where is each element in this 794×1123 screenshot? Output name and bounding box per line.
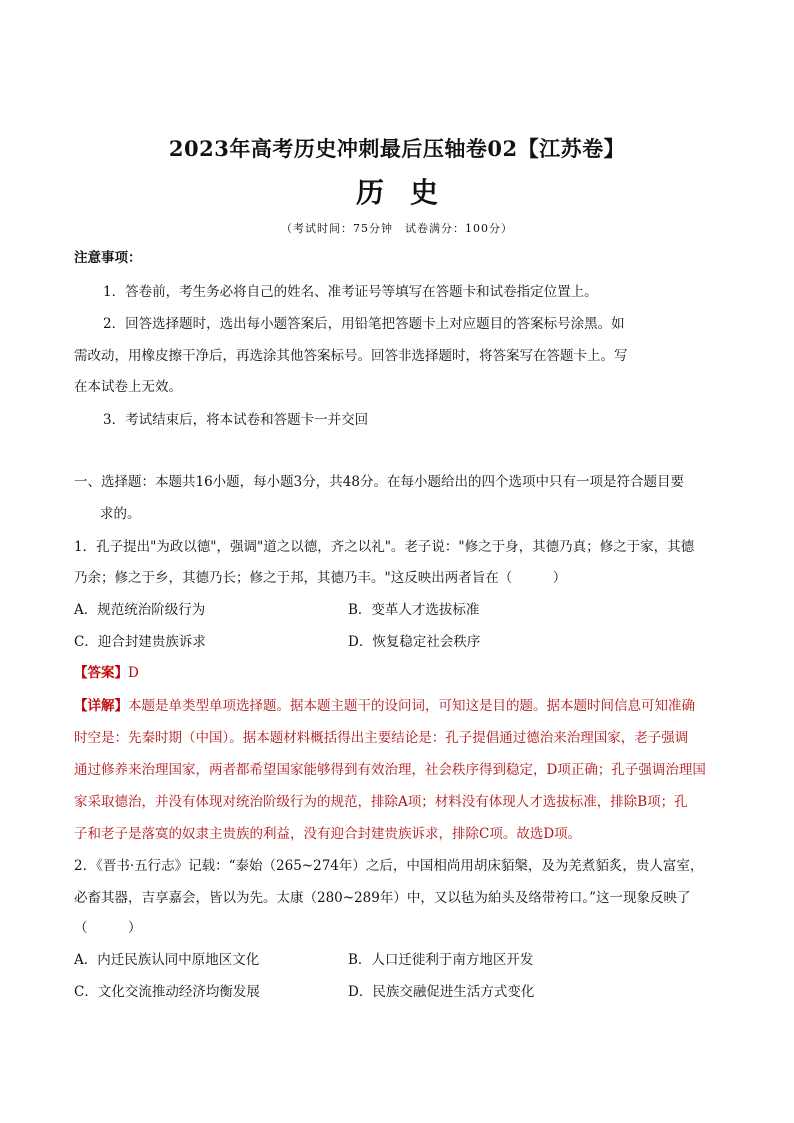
answer-label: 【答案】 — [74, 665, 128, 681]
notice-item-2-line-3: 在本试卷上无效。 — [74, 379, 182, 395]
detail-text-1: 本题是单类型单项选择题。据本题主题干的设问词，可知这是目的题。据本题时间信息可知准确 — [128, 698, 695, 714]
notice-heading: 注意事项： — [74, 250, 142, 266]
detail-label: 【详解】 — [74, 698, 128, 714]
q1-detail-line-2: 时空是：先秦时期（中国）。据本题材料概括得出主要结论是：孔子提倡通过德治来治理国家，老子强调 — [74, 730, 689, 746]
q1-detail-line-4: 家采取德治，并没有体现对统治阶级行为的规范，排除A项；材料没有体现人才选拔标准，排除B项；孔 — [74, 794, 688, 810]
q2-option-c: C．文化交流推动经济均衡发展 — [74, 984, 260, 1000]
exam-title: 2023年高考历史冲刺最后压轴卷02【江苏卷】 — [168, 136, 626, 161]
q1-option-b: B．变革人才选拔标准 — [348, 602, 480, 618]
notice-item-2-line-2: 需改动，用橡皮擦干净后，再选涂其他答案标号。回答非选择题时，将答案写在答题卡上。写 — [74, 348, 628, 364]
q2-option-d: D．民族交融促进生活方式变化 — [348, 984, 535, 1000]
q1-answer — [74, 663, 139, 683]
notice-item-3: 3．考试结束后，将本试卷和答题卡一并交回 — [103, 412, 369, 428]
q1-stem-line-2: 乃余；修之于乡，其德乃长；修之于邦，其德乃丰。"这反映出两者旨在（ ） — [74, 570, 567, 586]
notice-item-1: 1．答卷前，考生务必将自己的姓名、准考证号等填写在答题卡和试卷指定位置上。 — [103, 284, 598, 300]
q1-option-d: D．恢复稳定社会秩序 — [348, 634, 481, 650]
q1-option-a: A．规范统治阶级行为 — [74, 602, 206, 618]
answer-value: D — [128, 665, 139, 681]
notice-item-2-line-1: 2．回答选择题时，选出每小题答案后，用铅笔把答题卡上对应题目的答案标号涂黑。如 — [103, 316, 625, 332]
exam-info: （考试时间：75分钟 试卷满分：100分） — [281, 222, 513, 235]
q2-option-b: B．人口迁徙利于南方地区开发 — [348, 952, 534, 968]
q2-stem-line-3: （ ） — [74, 920, 142, 936]
q2-stem-line-1: 2．《晋书·五行志》记载：“泰始（265~274年）之后，中国相尚用胡床貊槃，及为羌煮貊炙，贵人富室， — [74, 858, 704, 874]
q1-option-c: C．迎合封建贵族诉求 — [74, 634, 206, 650]
q1-stem-line-1: 1．孔子提出"为政以德"，强调"道之以德，齐之以礼"。老子说："修之于身，其德乃真；修之于家，其德 — [74, 539, 695, 555]
q1-detail-line-5: 子和老子是落寞的奴隶主贵族的利益，没有迎合封建贵族诉求，排除C项。故选D项。 — [74, 826, 582, 842]
q1-detail-line-3: 通过修养来治理国家，两者都希望国家能够得到有效治理，社会秩序得到稳定，D项正确；孔子强调治理国 — [74, 762, 706, 778]
q1-detail-line-1 — [74, 696, 695, 716]
section-heading-line-2: 求的。 — [100, 506, 141, 522]
q2-stem-line-2: 必畜其器，吉享嘉会，皆以为先。太康（280~289年）中，又以毡为絈头及络带袴口。”这一现象反映了 — [74, 890, 691, 906]
subject-title: 历史 — [355, 176, 464, 209]
section-heading-line-1: 一、选择题：本题共16小题，每小题3分，共48分。在每小题给出的四个选项中只有一项是符合题目要 — [74, 474, 684, 490]
q2-option-a: A．内迁民族认同中原地区文化 — [74, 952, 260, 968]
